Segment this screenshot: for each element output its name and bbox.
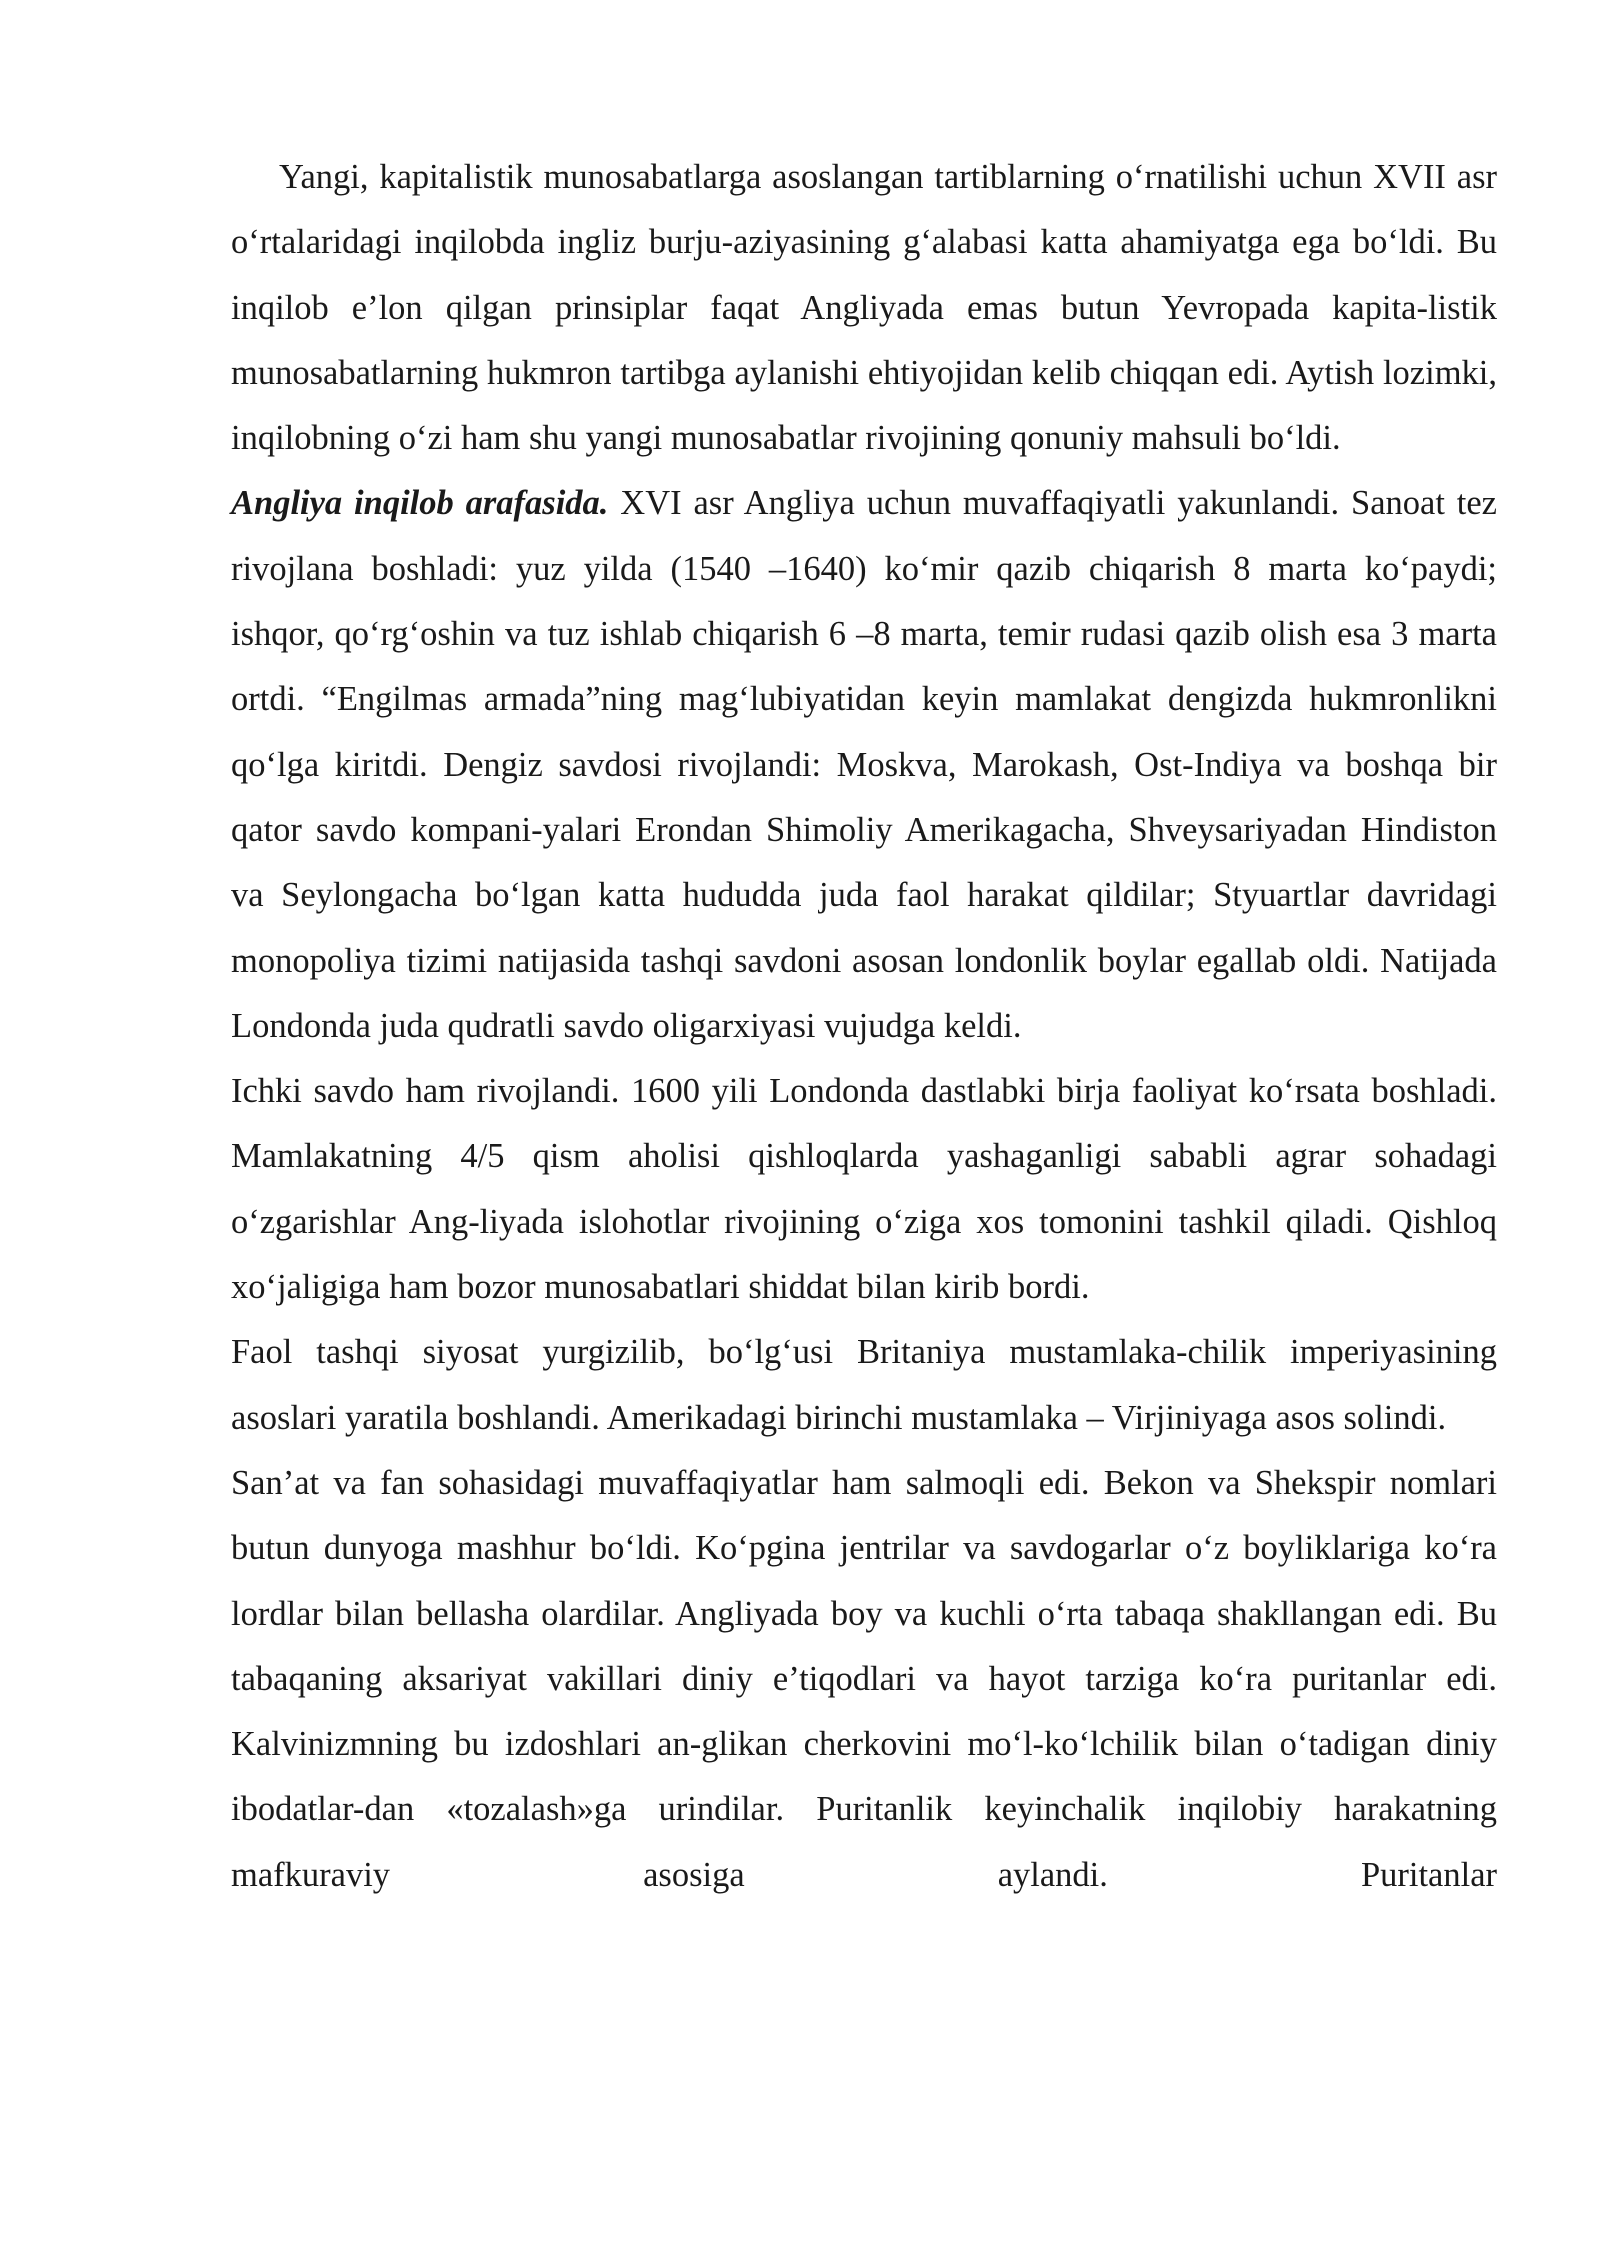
paragraph-england-text: XVI asr Angliya uchun muvaffaqiyatli yakunlandi. Sanoat tez rivojlana boshladi: yuz yilda (1540 –1640) ko‘mir qazib chiqarish 8 marta ko‘paydi; ishqor, qo‘rg‘oshin va tuz ishlab chiqarish 6 –8 marta, temir rudasi qazib olish esa 3 marta ortdi. “Engilmas armada”ning mag‘lubiyatidan keyin mamlakat dengizda hukmronlikni qo‘lga kiritdi. Dengiz savdosi rivojlandi: Moskva, Marokash, Ost-Indiya va boshqa bir qator savdo kompani-yalari Erondan Shimoliy Amerikagacha, Shveysariyadan Hindiston va Seylongacha bo‘lgan katta hududda juda faol harakat qildilar; Styuartlar davridagi monopoliya tizimi natijasida tashqi savdoni asosan londonlik boylar egallab oldi. Natijada Londonda juda qudratli savdo oligarxiyasi vujudga keldi. (231, 484, 1497, 1045)
paragraph-art-science-text: San’at va fan sohasidagi muvaffaqiyatlar ham salmoqli edi. Bekon va Shekspir nomlari butun dunyoga mashhur bo‘ldi. Ko‘pgina jentrilar va savdogarlar o‘z boyliklariga ko‘ra lordlar bilan bellasha olardilar. Angliyada boy va kuchli o‘rta tabaqa shakllangan edi. Bu tabaqaning aksariyat vakillari diniy e’tiqodlari va hayot tarziga ko‘ra puritanlar edi. Kalvinizmning bu izdoshlari an-glikan cherkovini mo‘l-ko‘lchilik bilan o‘tadigan diniy ibodatlar-dan «tozalash»ga urindilar. Puritanlik keyinchalik inqilobiy harakatning mafkuraviy asosiga aylandi. Puritanlar (231, 1463, 1497, 1894)
paragraph-intro (231, 145, 1497, 471)
paragraph-art-science (231, 1451, 1497, 1908)
paragraph-foreign-policy-text: Faol tashqi siyosat yurgizilib, bo‘lg‘usi Britaniya mustamlaka-chilik imperiyasining asoslari yaratila boshlandi. Amerikadagi birinchi mustamlaka – Virjiniyaga asos solindi. (231, 1333, 1497, 1437)
paragraph-england-before-revolution (231, 471, 1497, 1059)
paragraph-foreign-policy (231, 1320, 1497, 1451)
paragraph-internal-trade-text: Ichki savdo ham rivojlandi. 1600 yili Londonda dastlabki birja faoliyat ko‘rsata boshladi. Mamlakatning 4/5 qism aholisi qishloqlarda yashaganligi sababli agrar sohadagi o‘zgarishlar Ang-liyada islohotlar rivojining o‘ziga xos tomonini tashkil qiladi. Qishloq xo‘jaligiga ham bozor munosabatlari shiddat bilan kirib bordi. (231, 1072, 1497, 1307)
paragraph-intro-text: Yangi, kapitalistik munosabatlarga asoslangan tartiblarning o‘rnatilishi uchun XVII asr o‘rtalaridagi inqilobda ingliz burju-aziyasining g‘alabasi katta ahamiyatga ega bo‘ldi. Bu inqilob e’lon qilgan prinsiplar faqat Angliyada emas butun Yevropada kapita-listik munosabatlarning hukmron tartibga aylanishi ehtiyojidan kelib chiqqan edi. Aytish lozimki, inqilobning o‘zi ham shu yangi munosabatlar rivojining qonuniy mahsuli bo‘ldi. (231, 158, 1497, 458)
section-heading-inline: Angliya inqilob arafasida. (231, 484, 609, 523)
document-body (231, 145, 1497, 1908)
paragraph-internal-trade (231, 1059, 1497, 1320)
